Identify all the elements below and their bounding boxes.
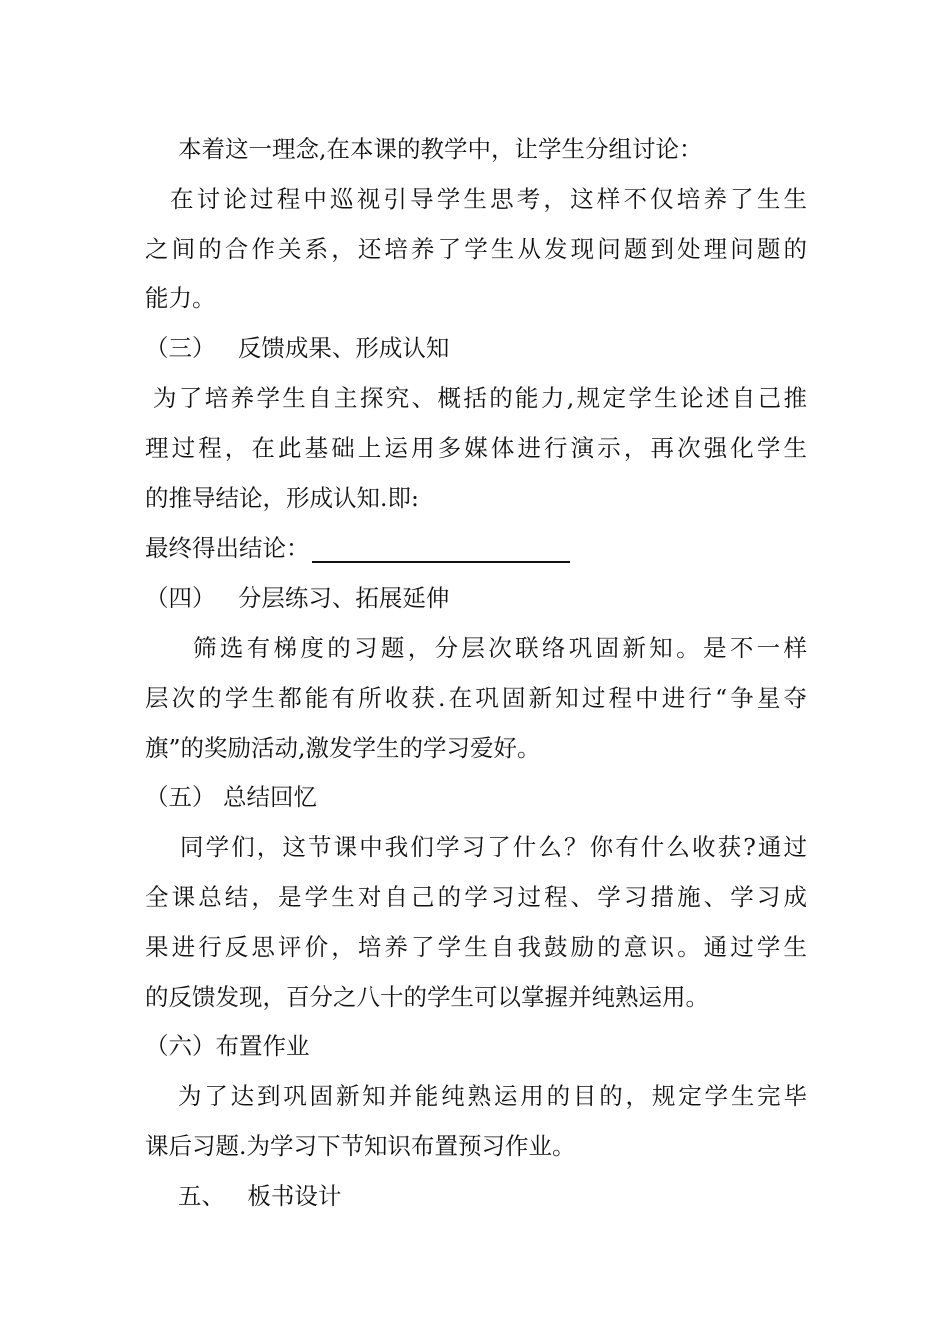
paragraph-line: 为了培养学生自主探究、概括的能力,规定学生论述自己推 [153, 384, 807, 412]
paragraph-line: 果进行反思评价，培养了学生自我鼓励的意识。通过学生 [145, 933, 807, 961]
paragraph-line: 课后习题.为学习下节知识布置预习作业。 [145, 1132, 576, 1160]
paragraph-line: 全课总结，是学生对自己的学习过程、学习措施、学习成 [145, 883, 807, 911]
paragraph-line: 为了达到巩固新知并能纯熟运用的目的，规定学生完毕 [178, 1082, 807, 1110]
paragraph-line: 本着这一理念,在本课的教学中，让学生分组讨论： [178, 135, 703, 163]
section-heading: （五） 总结回忆 [145, 783, 317, 811]
paragraph-line: 理过程，在此基础上运用多媒体进行演示，再次强化学生 [145, 434, 807, 462]
paragraph-line: 层次的学生都能有所收获.在巩固新知过程中进行“争星夺 [145, 684, 807, 712]
conclusion-label: 最终得出结论： [145, 534, 310, 562]
section-heading: （六）布置作业 [145, 1032, 310, 1060]
paragraph-line: 的推导结论，形成认知.即: [145, 484, 419, 512]
paragraph-line: 能力。 [145, 284, 216, 312]
paragraph-line: 之间的合作关系，还培养了学生从发现问题到处理问题的 [145, 235, 807, 263]
section-heading: 五、 板书设计 [178, 1182, 342, 1210]
paragraph-line: 旗”的奖励活动,激发学生的学习爱好。 [145, 734, 541, 762]
fill-in-blank [312, 539, 570, 563]
conclusion-line [145, 533, 570, 563]
paragraph-line: 同学们，这节课中我们学习了什么？你有什么收获?通过 [180, 833, 807, 861]
paragraph-line: 在讨论过程中巡视引导学生思考，这样不仅培养了生生 [170, 185, 807, 213]
section-heading: （三） 反馈成果、形成认知 [145, 334, 450, 362]
paragraph-line: 的反馈发现，百分之八十的学生可以掌握并纯熟运用。 [145, 983, 709, 1011]
section-heading: （四） 分层练习、拓展延伸 [145, 584, 450, 612]
paragraph-line: 筛选有梯度的习题，分层次联络巩固新知。是不一样 [193, 634, 807, 662]
